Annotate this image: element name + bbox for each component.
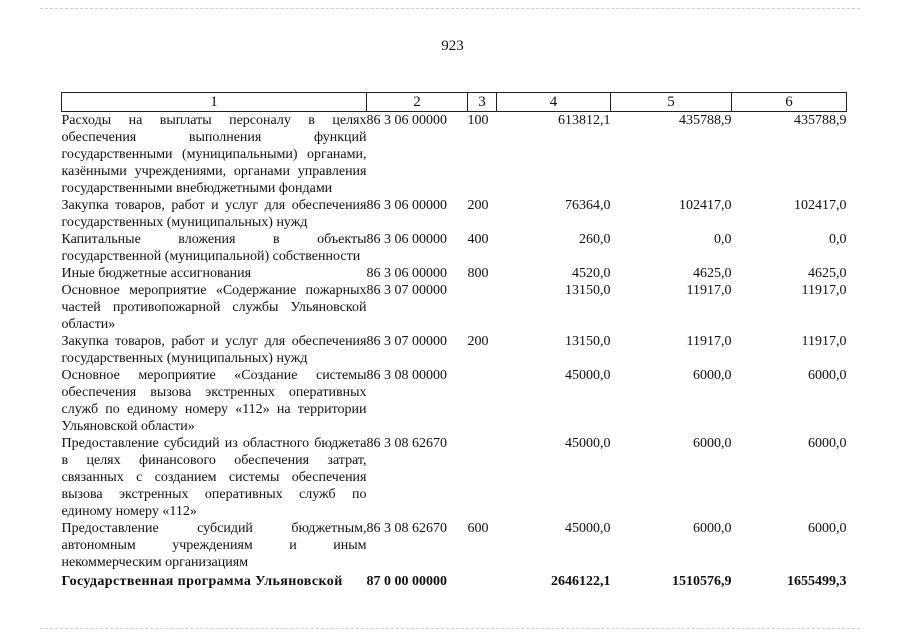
row-kind: 200 bbox=[467, 198, 489, 213]
row-value-1: 45000,0 bbox=[565, 368, 611, 383]
row-code: 86 3 08 00000 bbox=[366, 368, 447, 383]
row-value-2: 0,0 bbox=[714, 232, 732, 247]
row-name: Иные бюджетные ассигнования bbox=[61, 266, 252, 281]
table-row bbox=[62, 520, 847, 571]
row-value-1: 260,0 bbox=[579, 232, 611, 247]
row-value-2: 4625,0 bbox=[693, 266, 732, 281]
row-value-3: 6000,0 bbox=[808, 436, 847, 451]
row-name: Закупка товаров, работ и услуг для обеспечения государственных (муниципальных) нужд bbox=[61, 198, 367, 230]
column-header: 5 bbox=[611, 93, 732, 112]
table-row bbox=[62, 367, 847, 435]
row-value-3: 11917,0 bbox=[801, 283, 847, 298]
row-value-2: 1510576,9 bbox=[672, 574, 732, 589]
column-header: 6 bbox=[732, 93, 847, 112]
row-value-1: 613812,1 bbox=[558, 113, 611, 128]
row-kind: 100 bbox=[467, 113, 489, 128]
row-value-3: 4625,0 bbox=[808, 266, 847, 281]
row-value-2: 6000,0 bbox=[693, 521, 732, 536]
row-value-2: 6000,0 bbox=[693, 368, 732, 383]
row-value-1: 4520,0 bbox=[572, 266, 611, 281]
row-kind bbox=[468, 282, 497, 333]
budget-table bbox=[61, 92, 847, 590]
row-value-3: 11917,0 bbox=[801, 334, 847, 349]
row-value-1: 45000,0 bbox=[565, 436, 611, 451]
row-code: 86 3 07 00000 bbox=[366, 283, 447, 298]
row-code: 87 0 00 00000 bbox=[366, 574, 447, 589]
row-value-2: 11917,0 bbox=[686, 283, 732, 298]
row-value-3: 0,0 bbox=[829, 232, 847, 247]
row-value-1: 13150,0 bbox=[565, 334, 611, 349]
table-row bbox=[62, 333, 847, 367]
row-value-3: 102417,0 bbox=[794, 198, 847, 213]
row-kind: 600 bbox=[467, 521, 489, 536]
table-row bbox=[62, 282, 847, 333]
row-value-1: 45000,0 bbox=[565, 521, 611, 536]
row-value-2: 435788,9 bbox=[679, 113, 732, 128]
column-header: 3 bbox=[468, 93, 497, 112]
row-kind: 400 bbox=[467, 232, 489, 247]
table-row bbox=[62, 112, 847, 198]
row-kind: 800 bbox=[467, 266, 489, 281]
row-name: Предоставление субсидий бюджетным, автономным учреждениям и иным некоммерческим организациям bbox=[61, 521, 367, 570]
total-row bbox=[62, 571, 847, 590]
table-row bbox=[62, 197, 847, 231]
column-header: 2 bbox=[367, 93, 468, 112]
row-code: 86 3 06 00000 bbox=[366, 113, 447, 128]
row-kind bbox=[468, 571, 497, 590]
row-code: 86 3 06 00000 bbox=[366, 198, 447, 213]
row-value-3: 6000,0 bbox=[808, 521, 847, 536]
row-code: 86 3 06 00000 bbox=[366, 266, 447, 281]
row-name: Расходы на выплаты персоналу в целях обеспечения выполнения функций государственными (муниципальными) органами, казёнными учреждениями, органами управления государственными внебюджетными фондами bbox=[61, 113, 367, 196]
row-name: Основное мероприятие «Создание системы обеспечения вызова экстренных оперативных служб по единому номеру «112» на территории Ульяновской области» bbox=[61, 368, 367, 434]
row-code: 86 3 08 62670 bbox=[366, 436, 447, 451]
row-value-3: 6000,0 bbox=[808, 368, 847, 383]
row-value-3: 435788,9 bbox=[794, 113, 847, 128]
column-header: 1 bbox=[62, 93, 367, 112]
row-value-1: 76364,0 bbox=[565, 198, 611, 213]
column-header: 4 bbox=[497, 93, 611, 112]
header-row bbox=[62, 93, 847, 112]
scan-artifact-top bbox=[40, 8, 860, 9]
row-value-3: 1655499,3 bbox=[787, 574, 847, 589]
row-name: Основное мероприятие «Содержание пожарных частей противопожарной службы Ульяновской области» bbox=[61, 283, 367, 332]
table-row bbox=[62, 435, 847, 520]
row-name: Предоставление субсидий из областного бюджета в целях финансового обеспечения затрат, связанных с созданием системы обеспечения вызова экстренных оперативных служб по единому номеру «112» bbox=[61, 436, 367, 519]
row-code: 86 3 07 00000 bbox=[366, 334, 447, 349]
table-row bbox=[62, 265, 847, 282]
row-value-1: 2646122,1 bbox=[551, 574, 611, 589]
row-value-1: 13150,0 bbox=[565, 283, 611, 298]
row-kind bbox=[468, 367, 497, 435]
row-value-2: 6000,0 bbox=[693, 436, 732, 451]
page-number: 923 bbox=[441, 38, 464, 54]
row-code: 86 3 08 62670 bbox=[366, 521, 447, 536]
row-code: 86 3 06 00000 bbox=[366, 232, 447, 247]
row-name: Закупка товаров, работ и услуг для обеспечения государственных (муниципальных) нужд bbox=[61, 334, 367, 366]
row-name: Государственная программа Ульяновской bbox=[61, 574, 343, 589]
row-kind: 200 bbox=[467, 334, 489, 349]
scan-artifact-bottom bbox=[40, 628, 860, 629]
table-row bbox=[62, 231, 847, 265]
row-value-2: 102417,0 bbox=[679, 198, 732, 213]
row-value-2: 11917,0 bbox=[686, 334, 732, 349]
row-kind bbox=[468, 435, 497, 520]
row-name: Капитальные вложения в объекты государственной (муниципальной) собственности bbox=[61, 232, 367, 264]
